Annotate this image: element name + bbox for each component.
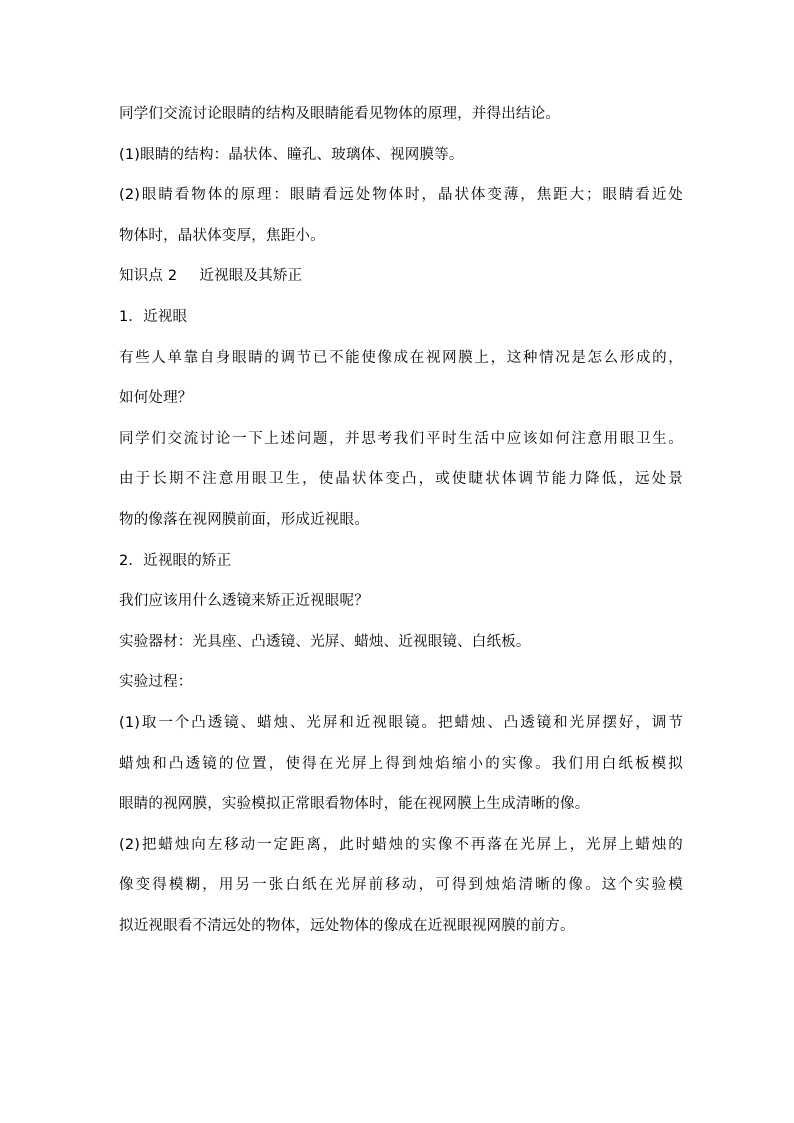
knowledge-point-heading: [119, 266, 689, 286]
paragraph-line: 实验器材：光具座、凸透镜、光屏、蜡烛、近视眼镜、白纸板。: [119, 633, 531, 650]
paragraph-line: 实验过程：: [119, 674, 193, 691]
paragraph-line: 像变得模糊，用另一张白纸在光屏前移动，可得到烛焰清晰的像。这个实验模: [119, 877, 683, 894]
paragraph-line: 同学们交流讨论一下上述问题，并思考我们平时生活中应该如何注意用眼卫生。: [119, 430, 683, 447]
knowledge-point-label: 知识点 2: [119, 268, 178, 285]
paragraph-line: 我们应该用什么透镜来矫正近视眼呢？: [119, 593, 369, 610]
paragraph-line: 拟近视眼看不清远处的物体，远处物体的像成在近视眼视网膜的前方。: [119, 917, 575, 934]
paragraph-line: 物体时，晶状体变厚，焦距小。: [119, 227, 325, 244]
knowledge-point-title: 近视眼及其矫正: [199, 268, 303, 285]
paragraph-line: 有些人单靠自身眼睛的调节已不能使像成在视网膜上，这种情况是怎么形成的，: [119, 349, 683, 366]
section-heading: 1．近视眼: [119, 308, 188, 325]
paragraph-line: 物的像落在视网膜前面，形成近视眼。: [119, 511, 369, 528]
paragraph-line: (1)眼睛的结构：晶状体、瞳孔、玻璃体、视网膜等。: [119, 146, 464, 163]
paragraph-line: (2)眼睛看物体的原理：眼睛看远处物体时，晶状体变薄，焦距大；眼睛看近处: [119, 187, 683, 204]
paragraph-line: 眼睛的视网膜，实验模拟正常眼看物体时，能在视网膜上生成清晰的像。: [119, 796, 590, 813]
paragraph-line: 蜡烛和凸透镜的位置，使得在光屏上得到烛焰缩小的实像。我们用白纸板模拟: [119, 755, 683, 772]
section-heading: 2．近视眼的矫正: [119, 552, 232, 569]
paragraph-line: (1)取一个凸透镜、蜡烛、光屏和近视眼镜。把蜡烛、凸透镜和光屏摆好，调节: [119, 714, 683, 731]
paragraph-line: 同学们交流讨论眼睛的结构及眼睛能看见物体的原理，并得出结论。: [119, 106, 560, 122]
paragraph-line: (2)把蜡烛向左移动一定距离，此时蜡烛的实像不再落在光屏上，光屏上蜡烛的: [119, 836, 683, 853]
document-body: [119, 104, 689, 956]
paragraph-line: 由于长期不注意用眼卫生，使晶状体变凸，或使睫状体调节能力降低，远处景: [119, 471, 683, 488]
paragraph-line: 如何处理？: [119, 390, 193, 407]
